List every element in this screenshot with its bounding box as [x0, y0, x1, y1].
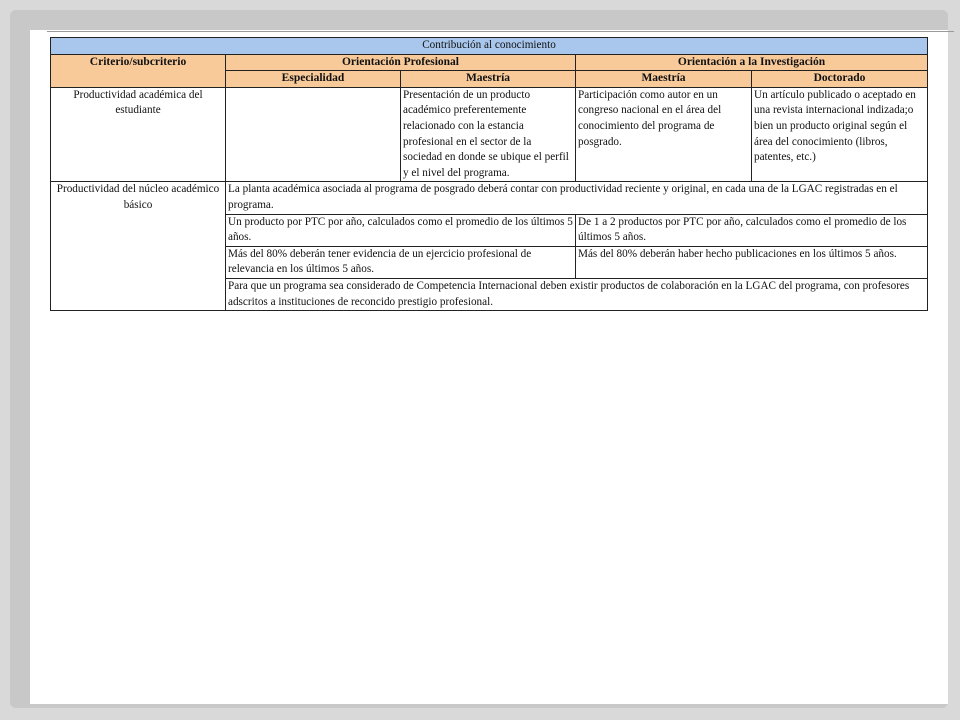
criteria-table [50, 37, 928, 311]
header-criterio: Criterio/subcriterio [51, 54, 226, 87]
cell-nucleo-competencia-internacional: Para que un programa sea considerado de Competencia Internacional deben existir productos de colaboración en la LGAC del programa, con profesores adscritos a instituciones de reconcido prestigio profesional. [226, 278, 928, 310]
top-divider [47, 31, 954, 32]
table-title: Contribución al conocimiento [51, 38, 928, 55]
table-row-nucleo-general [51, 182, 928, 214]
subheader-maestria-profesional: Maestría [401, 71, 576, 88]
cell-nucleo-general: La planta académica asociada al programa de posgrado deberá contar con productividad reciente y original, en cada una de la LGAC registradas en el programa. [226, 182, 928, 214]
cell-especialidad-estudiante [226, 87, 401, 182]
cell-nucleo-profesional-ejercicio: Más del 80% deberán tener evidencia de un ejercicio profesional de relevancia en los últimos 5 años. [226, 246, 576, 278]
slide-frame [10, 10, 948, 708]
table-row-estudiante [51, 87, 928, 182]
cell-maestria-profesional-estudiante: Presentación de un producto académico preferentemente relacionado con la estancia profesional en el sector de la sociedad en donde se ubique el perfil y el nivel del programa. [401, 87, 576, 182]
criterio-estudiante: Productividad académica del estudiante [51, 87, 226, 182]
table-title-row [51, 38, 928, 55]
header-orientacion-investigacion: Orientación a la Investigación [576, 54, 928, 71]
subheader-doctorado: Doctorado [752, 71, 928, 88]
cell-nucleo-investigacion-productos: De 1 a 2 productos por PTC por año, calculados como el promedio de los últimos 5 años. [576, 214, 928, 246]
subheader-maestria-investigacion: Maestría [576, 71, 752, 88]
cell-maestria-investigacion-estudiante: Participación como autor en un congreso nacional en el área del conocimiento del programa de posgrado. [576, 87, 752, 182]
cell-nucleo-profesional-productos: Un producto por PTC por año, calculados como el promedio de los últimos 5 años. [226, 214, 576, 246]
cell-doctorado-estudiante: Un artículo publicado o aceptado en una revista internacional indizada;o bien un producto original según el área del conocimiento (libros, patentes, etc.) [752, 87, 928, 182]
cell-nucleo-investigacion-publicaciones: Más del 80% deberán haber hecho publicaciones en los últimos 5 años. [576, 246, 928, 278]
subheader-especialidad: Especialidad [226, 71, 401, 88]
header-orientacion-profesional: Orientación Profesional [226, 54, 576, 71]
table-header-row [51, 54, 928, 71]
criterio-nucleo: Productividad del núcleo académico básico [51, 182, 226, 311]
slide-canvas [30, 30, 948, 704]
